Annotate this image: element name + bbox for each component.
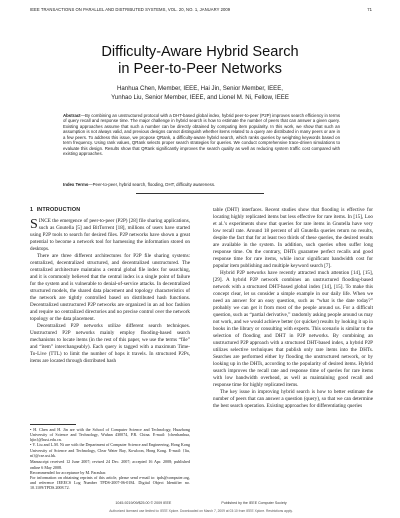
footnote-manuscript-dates: Manuscript received 12 June 2007; revised 24 Dec. 2007; accepted 16 Apr. 2008; published online 6 May 2008. bbox=[30, 459, 190, 470]
footnote-affiliation-1: • H. Chen and H. Jin are with the School of Computer Science and Technology, Huazhong University of Science and Technology, Wuhan 430074, P.R. China. E-mail: {chenhanhua, hjin}@hust.edu.cn. bbox=[30, 427, 190, 443]
footnote-recommended: Recommended for acceptance by M. Parashar. bbox=[30, 469, 107, 475]
footnote-reprints: For information on obtaining reprints of this article, please send e-mail to: tpds@computer.org, and reference IEEECS Log Number TPDS-2007-06-0184. Digital Object Identifier no. 10.1109/TPDS.2008.72. bbox=[30, 474, 190, 491]
section-divider bbox=[136, 193, 264, 194]
title-line-1: Difficulty-Aware Hybrid Search bbox=[101, 44, 299, 60]
paper-title bbox=[0, 44, 400, 78]
drop-cap: S bbox=[30, 217, 38, 232]
section-heading bbox=[30, 207, 190, 214]
right-column bbox=[213, 207, 373, 410]
intro-paragraph-1 bbox=[30, 218, 190, 253]
footnote-rule bbox=[30, 424, 76, 425]
author-list bbox=[0, 85, 400, 102]
section-title: INTRODUCTION bbox=[36, 207, 81, 213]
journal-name: IEEE TRANSACTIONS ON PARALLEL AND DISTRIBUTED SYSTEMS, VOL. 20, NO. 1, JANUARY 2009 bbox=[30, 7, 231, 12]
title-line-2: in Peer-to-Peer Networks bbox=[118, 61, 282, 77]
page-footer bbox=[30, 501, 372, 505]
abstract-text: —By combining an unstructured protocol with a DHT-based global index, hybrid peer-to-peer (P2P) improves search efficiency in terms of query recall and response time. The major challenge in hybrid search is how to estimate the number of peers that can answer a given query. Existing approaches assume that such a number can be directly obtained by computing item popularity. In this work, we show that such an assumption is not always valid, and previous designs cannot distinguish whether items related to a query are distributed in many peers or are in a few peers. To address this issue, we propose QRank, a difficulty-aware hybrid search, which ranks queries by weighting keywords based on term frequency. Using rank values, QRank selects proper search strategies for queries. We conduct comprehensive trace-driven simulations to evaluate this design. Results show that QRank significantly improves the search quality as well as reducing system traffic cost compared with existing approaches. bbox=[63, 113, 340, 157]
publisher-line: Published by the IEEE Computer Society bbox=[221, 501, 287, 505]
index-terms-label: Index Terms bbox=[63, 182, 89, 187]
intro-paragraph-6: The key issue in improving hybrid search is how to better estimate the number of peers that can answer a question (query), so that we can determine the best search operation. Existing approaches for differentiating queries bbox=[213, 389, 373, 409]
intro-paragraph-5: Hybrid P2P networks have recently attracted much attention [14], [15], [29]. A hybrid P2P network combines an unstructured flooding-based network with a structured DHT-based global index [14], [15]. To make this concept clear, let us consider a simple example in our daily life. When we need an answer for an easy question, such as “what is the date today?” probably we can get it from most of the people around us. For a difficult question, such as “partial derivative,” randomly asking people around us may not work, and we would achieve better (or quicker) results by looking it up in books in the library or consulting with experts. This scenario is similar to the selection of flooding and DHT in P2P networks. By combining an unstructured P2P approach with a structured DHT-based index, a hybrid P2P utilizes selective techniques that publish only rare items into the DHTs. Searches are performed either by flooding the unstructured network, or by looking up in the DHTs, according to the popularity of desired items. Hybrid search improves the recall rate and response time of queries for rare items with low bandwidth overhead, as well as maintaining good recall and response time for highly replicated items. bbox=[213, 270, 373, 388]
abstract-label: Abstract bbox=[63, 113, 81, 118]
authors-line-2: Yunhao Liu, Senior Member, IEEE, and Lionel M. Ni, Fellow, IEEE bbox=[111, 93, 289, 101]
intro-paragraph-1-text: INCE the emergence of peer-to-peer (P2P) [28] file sharing applications, such as Gnutella [5] and BitTorrent [18], millions of users have started using P2P tools to search for desired files. P2P networks have shown a great potential to become a network tool for harnessing the information stored on desktops. bbox=[30, 218, 190, 252]
intro-paragraph-4: table (DHT) interfaces. Recent studies show that flooding is effective for locating highly replicated items but less effective for rare items. In [15], Loo et al.’s experiments show that queries for rare items in Gnutella have very low recall rate. Around 18 percent of all Gnutella queries return no results, despite the fact that for at least two thirds of these queries, the desired results are available in the system. In addition, such queries often suffer long response time. On the contrary, DHTs guarantee perfect recalls and good response time for rare items, while incur significant bandwidth cost for popular item publishing and multiple keyword search [7]. bbox=[213, 207, 373, 269]
index-terms bbox=[63, 182, 340, 187]
intro-paragraph-2: There are three different architectures for P2P file sharing systems: centralized, decentralized structured, and decentralized unstructured. The centralized architecture maintains a central global file index for searching, and it is commonly believed that the central index is a single point of failure for the system and is vulnerable to denial-of-service attacks. In decentralized structured models, the shared data placement and topology characteristics of the network are tightly controlled based on distributed hash functions. Decentralized unstructured P2P networks are organized in an ad hoc fashion and require no centralized directories and no precise control over the network topology or the data placement. bbox=[30, 253, 190, 322]
footnote bbox=[30, 424, 190, 490]
license-notice: Authorized licensed use limited to: IEEE Xplore. Downloaded on March 7, 2009 at 03:10 from IEEE Xplore. Restrictions apply. bbox=[109, 509, 293, 513]
left-column bbox=[30, 207, 190, 365]
footnote-affiliation-2: • Y. Liu and L.M. Ni are with the Department of Computer Science and Engineering, Hong Kong University of Science and Technology, Clear Water Bay, Kowloon, Hong Kong. E-mail: {liu, ni}@cse.ust.hk. bbox=[30, 442, 190, 458]
abstract bbox=[63, 113, 340, 157]
index-terms-text: —Peer-to-peer, hybrid search, flooding, DHT, difficulty awareness. bbox=[88, 182, 216, 187]
page-number: 71 bbox=[367, 7, 372, 12]
intro-paragraph-3: Decentralized P2P networks utilize different search techniques. Unstructured P2P networks mainly employ flooding-based search mechanisms to locate items (in the rest of this paper, we use the terms “file” and “item” interchangeably). Each query is tagged with a maximum Time-To-Live (TTL) to limit the number of hops it travels. In structured P2Ps, items are located through distributed hash bbox=[30, 323, 190, 364]
issn-copyright: 1045-9219/09/$25.00 © 2009 IEEE bbox=[115, 501, 172, 505]
section-number: 1 bbox=[30, 207, 34, 213]
running-header bbox=[30, 7, 372, 12]
authors-line-1: Hanhua Chen, Member, IEEE, Hai Jin, Senior Member, IEEE, bbox=[117, 85, 283, 92]
